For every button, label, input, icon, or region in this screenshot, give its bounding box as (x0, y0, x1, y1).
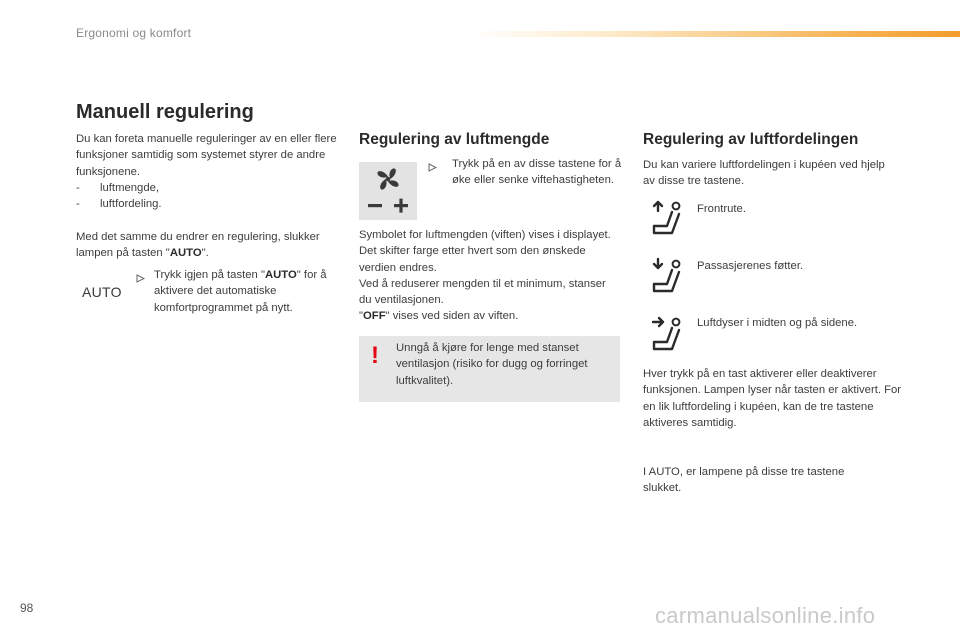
note-text-end: ". (201, 247, 209, 260)
left-note (76, 229, 326, 262)
page-title: Manuell regulering (76, 101, 254, 123)
watermark: carmanualsonline.info (655, 603, 876, 628)
airflow-desc-3 (359, 308, 621, 324)
off-label: OFF (363, 310, 386, 323)
desc3-quote: " (359, 310, 364, 323)
warning-box (359, 336, 620, 402)
list-dash: - (76, 198, 80, 211)
airflow-title: Regulering av luftmengde (359, 131, 550, 148)
warning-icon: ! (371, 342, 379, 369)
note-auto-key: AUTO (169, 247, 202, 260)
left-intro: Du kan foreta manuelle reguleringer av en eller flere funksjoner samtidig som systemet styrer de andre funksjonene. (76, 133, 337, 178)
arrow-bullet-icon (136, 270, 148, 280)
auto-button[interactable]: AUTO (82, 284, 122, 300)
list-item (76, 196, 348, 212)
step-text: Trykk igjen på tasten " (154, 269, 265, 281)
feet-label: Passasjerenes føtter. (697, 260, 804, 272)
airflow-step: Trykk på en av disse tastene for å øke eller senke viftehastigheten. (452, 158, 622, 187)
distribution-intro: Du kan variere luftfordelingen i kupéen ved hjelp av disse tre tastene. (643, 159, 885, 188)
fan-control-button[interactable] (359, 162, 417, 220)
feet-airflow-icon[interactable] (648, 255, 690, 297)
step-auto-key: AUTO (264, 269, 297, 281)
windscreen-airflow-icon[interactable] (648, 197, 690, 239)
header-accent-bar (470, 31, 960, 37)
minus-icon (368, 204, 382, 207)
list-item-text: luftfordeling. (100, 198, 162, 211)
warning-text: Unngå å kjøre for lenge med stanset ventilasjon (risiko for dugg og forringet luftkvalitet). (396, 342, 588, 387)
fan-icon (359, 162, 417, 220)
step-text-end: " for å aktivere det automatiske komfortprogrammet på nytt. (154, 269, 327, 314)
plus-icon (394, 199, 408, 213)
airflow-description (359, 227, 621, 325)
note-text: Med det samme du endrer en regulering, slukker lampen på tasten " (76, 231, 320, 260)
face-label: Luftdyser i midten og på sidene. (697, 317, 858, 329)
function-list (76, 180, 348, 213)
list-dash: - (76, 182, 80, 194)
auto-lamps-note: I AUTO, er lampene på disse tre tastene slukket. (643, 466, 845, 495)
page-number: 98 (20, 601, 34, 615)
distribution-description: Hver trykk på en tast aktiverer eller deaktiverer funksjonen. Lampen lyser når tasten er aktivert. For en lik luftfordeling i kupéen, kan de tre tastene aktiveres samtidig. (643, 368, 902, 429)
arrow-bullet-icon (428, 159, 440, 169)
desc3-text: " vises ved siden av viften. (385, 310, 519, 323)
airflow-desc-2: Ved å reduserer mengden til et minimum, stanser du ventilasjonen. (359, 277, 606, 307)
list-item-text: luftmengde, (100, 182, 160, 194)
face-airflow-icon[interactable] (648, 313, 690, 355)
list-item (76, 180, 348, 196)
section-header: Ergonomi og komfort (76, 26, 192, 40)
windscreen-label: Frontrute. (697, 203, 746, 215)
airflow-desc-1: Symbolet for luftmengden (viften) vises i displayet. Det skifter farge etter hvert som den ønskede verdien endres. (359, 229, 611, 274)
auto-step (154, 267, 334, 316)
distribution-title: Regulering av luftfordelingen (643, 131, 859, 148)
